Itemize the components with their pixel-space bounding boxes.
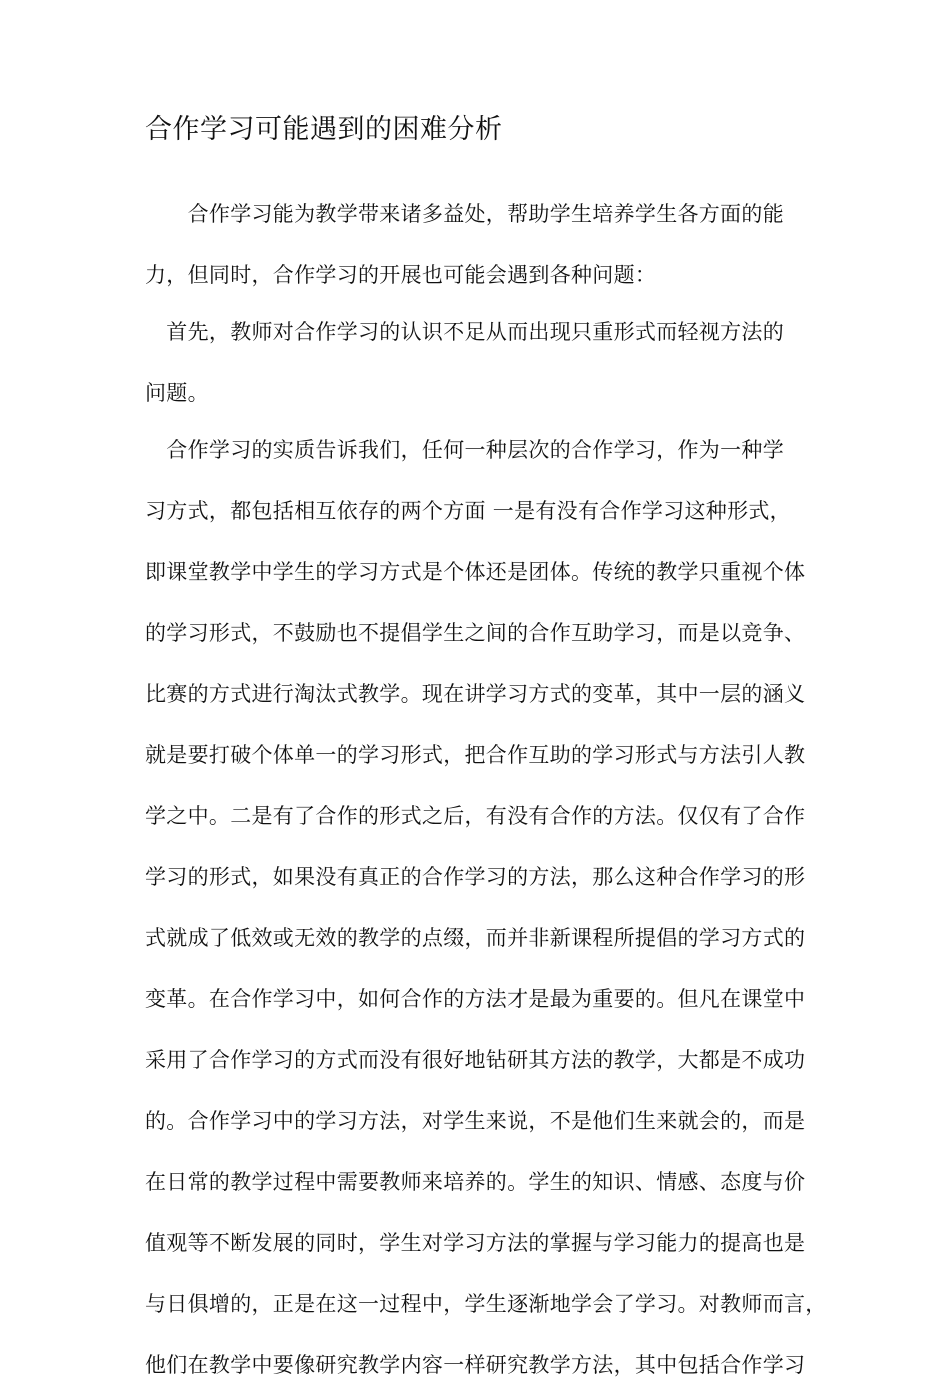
- text-line: 的学习形式，不鼓励也不提倡学生之间的合作互助学习，而是以竞争、: [145, 621, 806, 645]
- text-line: 比赛的方式进行淘汰式教学。现在讲学习方式的变革，其中一层的涵义: [145, 682, 806, 706]
- text-line: 采用了合作学习的方式而没有很好地钻研其方法的教学，大都是不成功: [145, 1048, 806, 1072]
- text-line: 问题。: [145, 381, 209, 405]
- paragraph-body: [145, 420, 827, 1396]
- text-line: 学习的形式，如果没有真正的合作学习的方法，那么这种合作学习的形: [145, 865, 806, 889]
- text-line: 的。合作学习中的学习方法，对学生来说，不是他们生来就会的，而是: [145, 1109, 806, 1133]
- text-line: 合作学习的实质告诉我们，任何一种层次的合作学习，作为一种学: [145, 438, 784, 462]
- document-title: 合作学习可能遇到的困难分析: [145, 114, 503, 145]
- text-line: 在日常的教学过程中需要教师来培养的。学生的知识、情感、态度与价: [145, 1170, 806, 1194]
- text-line: 就是要打破个体单一的学习形式，把合作互助的学习形式与方法引人教: [145, 743, 806, 767]
- text-line: 即课堂教学中学生的学习方式是个体还是团体。传统的教学只重视个体: [145, 560, 806, 584]
- text-line: 与日俱增的，正是在这一过程中，学生逐渐地学会了学习。对教师而言，: [145, 1292, 827, 1316]
- text-line: 合作学习能为教学带来诸多益处，帮助学生培养学生各方面的能: [145, 202, 784, 226]
- text-line: 首先，教师对合作学习的认识不足从而出现只重形式而轻视方法的: [145, 320, 784, 344]
- paragraph-intro: [145, 184, 817, 306]
- text-line: 变革。在合作学习中，如何合作的方法才是最为重要的。但凡在课堂中: [145, 987, 806, 1011]
- text-line: 他们在教学中要像研究教学内容一样研究教学方法，其中包括合作学习: [145, 1353, 806, 1377]
- text-line: 习方式，都包括相互依存的两个方面 一是有没有合作学习这种形式，: [145, 499, 791, 523]
- paragraph-first-point: [145, 302, 817, 424]
- text-line: 值观等不断发展的同时，学生对学习方法的掌握与学习能力的提高也是: [145, 1231, 806, 1255]
- text-line: 式就成了低效或无效的教学的点缀，而并非新课程所提倡的学习方式的: [145, 926, 806, 950]
- text-line: 力，但同时，合作学习的开展也可能会遇到各种问题：: [145, 263, 657, 287]
- text-line: 学之中。二是有了合作的形式之后，有没有合作的方法。仅仅有了合作: [145, 804, 806, 828]
